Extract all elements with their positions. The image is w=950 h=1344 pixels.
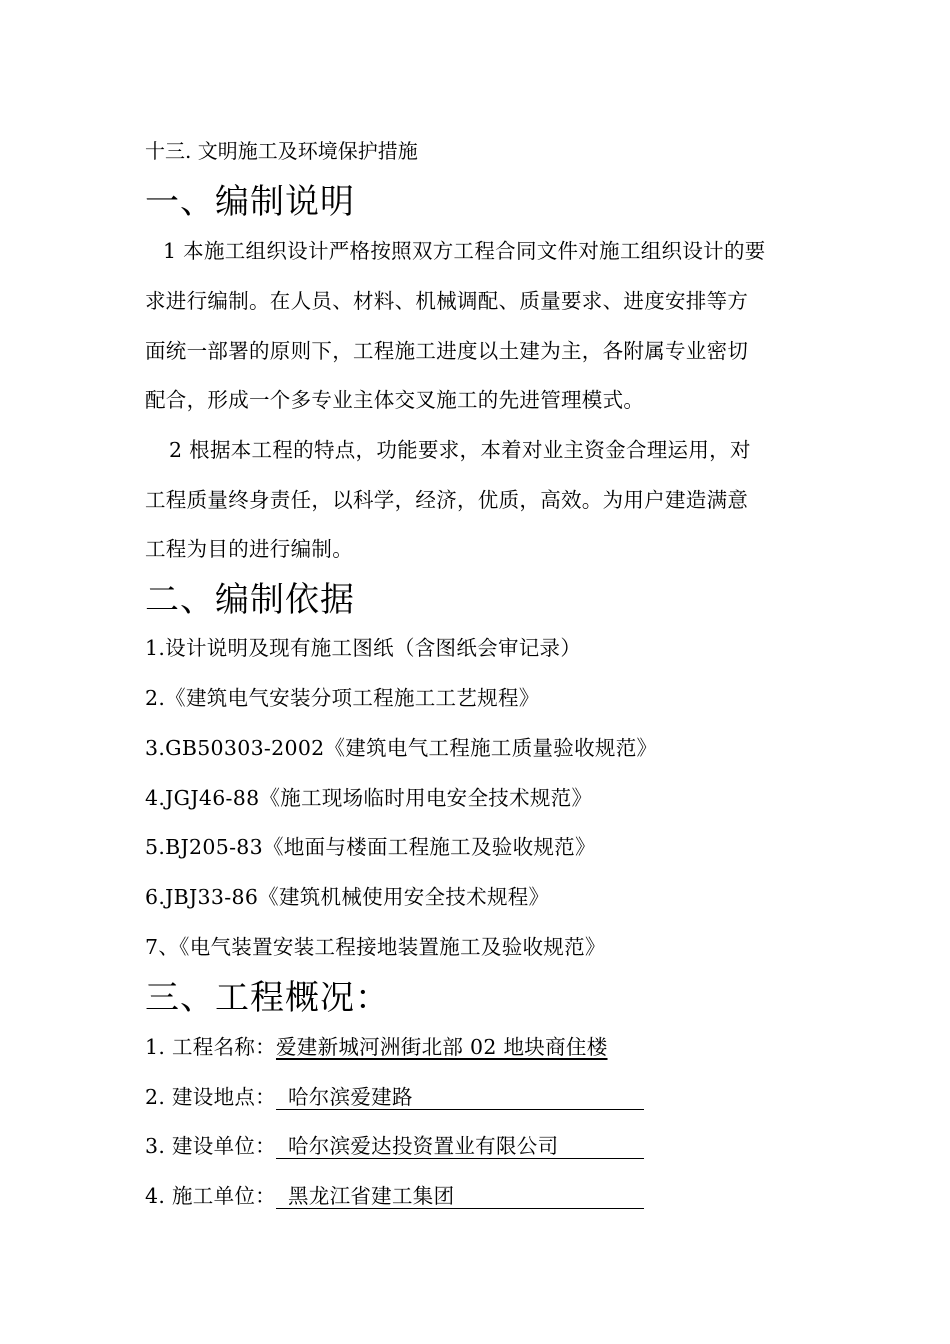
paragraph-line: 面统一部署的原则下，工程施工进度以土建为主，各附属专业密切 <box>145 339 749 363</box>
paragraph-line: 工程为目的进行编制。 <box>145 537 353 561</box>
basis-list-item: 5.BJ205-83《地面与楼面工程施工及验收规范》 <box>145 835 596 859</box>
field-value: 黑龙江省建工集团 <box>276 1184 644 1209</box>
paragraph-line: 工程质量终身责任，以科学，经济，优质，高效。为用户建造满意 <box>145 488 749 512</box>
basis-list-item: 3.GB50303-2002《建筑电气工程施工质量验收规范》 <box>145 736 658 760</box>
toc-line: 十三. 文明施工及环境保护措施 <box>145 139 418 163</box>
field-label: 2. 建设地点： <box>145 1085 276 1109</box>
basis-list-item: 1.设计说明及现有施工图纸（含图纸会审记录） <box>145 636 582 660</box>
field-value: 哈尔滨爱达投资置业有限公司 <box>276 1134 644 1159</box>
field-label: 1. 工程名称： <box>145 1035 276 1059</box>
overview-field-contractor <box>145 1182 644 1210</box>
field-value: 哈尔滨爱建路 <box>276 1085 644 1110</box>
paragraph-line: 2 根据本工程的特点，功能要求，本着对业主资金合理运用，对 <box>169 438 751 462</box>
basis-list-item: 2.《建筑电气安装分项工程施工工艺规程》 <box>145 686 540 710</box>
paragraph-line: 1 本施工组织设计严格按照双方工程合同文件对施工组织设计的要 <box>163 239 766 263</box>
section-heading-compilation-notes: 一、编制说明 <box>145 182 355 222</box>
field-label: 4. 施工单位： <box>145 1184 276 1208</box>
field-label: 3. 建设单位： <box>145 1134 276 1158</box>
field-value: 爱建新城河洲街北部 02 地块商住楼 <box>275 1035 608 1059</box>
section-heading-compilation-basis: 二、编制依据 <box>145 580 355 620</box>
overview-field-owner <box>145 1132 644 1160</box>
section-heading-project-overview: 三、工程概况： <box>145 978 390 1018</box>
basis-list-item: 7、《电气装置安装工程接地装置施工及验收规范》 <box>145 935 606 959</box>
overview-field-project-name <box>145 1033 608 1061</box>
paragraph-line: 配合，形成一个多专业主体交叉施工的先进管理模式。 <box>145 388 645 412</box>
overview-field-location <box>145 1083 644 1111</box>
paragraph-line: 求进行编制。在人员、材料、机械调配、质量要求、进度安排等方 <box>145 289 749 313</box>
basis-list-item: 4.JGJ46-88《施工现场临时用电安全技术规范》 <box>145 786 593 810</box>
basis-list-item: 6.JBJ33-86《建筑机械使用安全技术规程》 <box>145 885 550 909</box>
